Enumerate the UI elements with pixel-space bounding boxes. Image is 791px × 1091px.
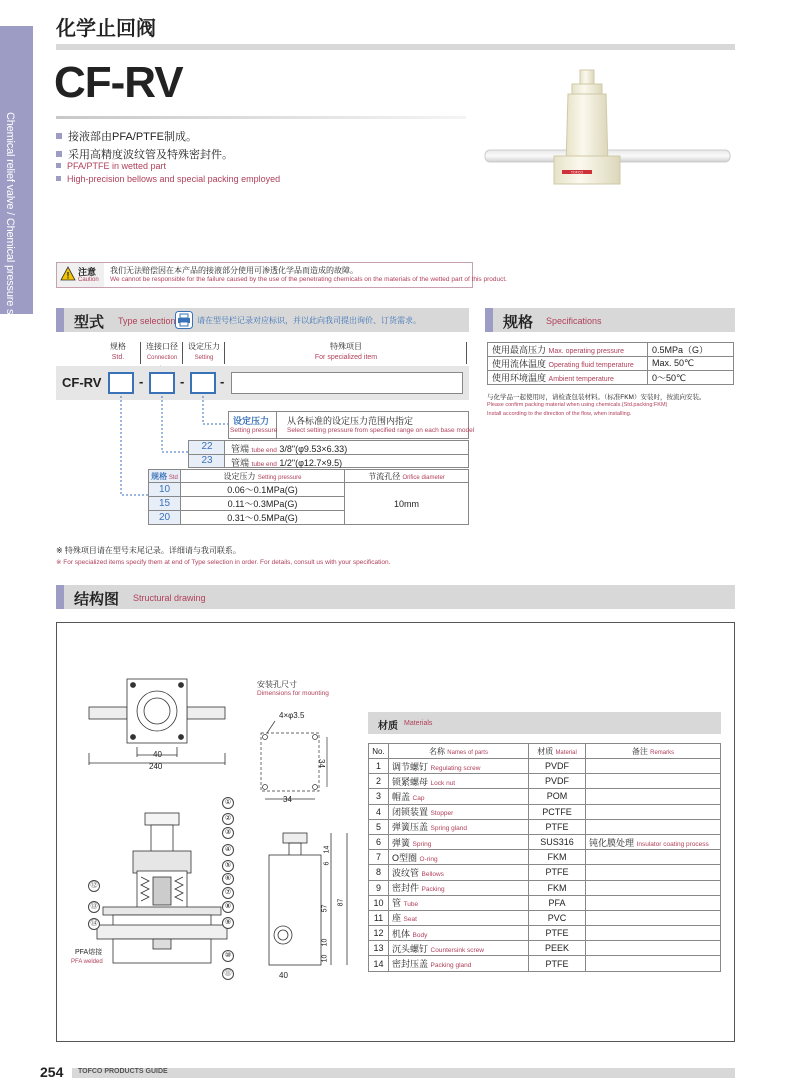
material-remark — [586, 774, 721, 789]
feature-2: 采用高精度波纹管及特殊密封件。 — [56, 146, 233, 162]
setting-pressure-title: 设定压力 — [233, 416, 270, 426]
material-remark — [586, 941, 721, 956]
callout-13: ⑬ — [88, 901, 100, 913]
structural-title: 结构图 — [74, 591, 120, 608]
material-remark — [586, 819, 721, 834]
product-image — [480, 60, 735, 195]
material-row — [369, 774, 721, 789]
specifications-table — [487, 342, 734, 385]
pressure-col-header: 设定压力 Setting pressure — [181, 470, 345, 483]
caution-tag — [57, 263, 104, 287]
model-prefix: CF-RV — [62, 375, 102, 390]
material-no: 10 — [369, 895, 389, 910]
material-remark — [586, 895, 721, 910]
material-no: 7 — [369, 850, 389, 865]
orifice-col-header: 节流孔径 Orifice diameter — [345, 470, 469, 483]
conn-code-23: 23 — [201, 455, 213, 466]
footer-bar — [72, 1068, 735, 1078]
mount-hole-spec: 4×φ3.5 — [279, 711, 305, 720]
std-10: 10 — [149, 483, 181, 497]
material-value: PCTFE — [529, 804, 586, 819]
material-no: 13 — [369, 941, 389, 956]
material-row — [369, 834, 721, 849]
orifice-value: 10mm — [345, 483, 469, 525]
dim-10b: 10 — [321, 954, 329, 963]
material-no: 4 — [369, 804, 389, 819]
model-underline — [56, 116, 466, 119]
callout-12: ⑫ — [88, 880, 100, 892]
structural-title-en: Structural drawing — [133, 593, 206, 603]
printer-icon — [175, 311, 193, 329]
material-value: FKM — [529, 880, 586, 895]
std-15-pressure: 0.11～0.3MPa(G) — [181, 497, 345, 511]
spec-row: 使用最高压力 Max. operating pressure 0.5MPa（G） — [488, 343, 734, 357]
material-part: 波纹管 Bellows — [389, 865, 529, 880]
callout-5: ⑤ — [222, 860, 234, 872]
dim-57: 57 — [321, 904, 329, 913]
dash-3: - — [220, 374, 225, 389]
callout-7: ⑦ — [222, 887, 234, 899]
product-label: TOFCO — [570, 170, 584, 175]
model-title: CF-RV — [54, 58, 183, 107]
material-part: O型圈 O-ring — [389, 850, 529, 865]
std-15: 15 — [149, 497, 181, 511]
material-row — [369, 895, 721, 910]
specifications-header — [485, 308, 735, 332]
std-header: 规格 Std. — [110, 342, 126, 361]
material-no: 6 — [369, 834, 389, 849]
material-part: 弹簧 Spring — [389, 834, 529, 849]
material-row — [369, 865, 721, 880]
material-no: 9 — [369, 880, 389, 895]
material-no: 11 — [369, 910, 389, 925]
material-remark — [586, 880, 721, 895]
callout-1: ① — [222, 797, 234, 809]
setting-pressure-box — [228, 411, 475, 439]
callout-9: ⑨ — [222, 917, 234, 929]
specifications-title-en: Specifications — [546, 316, 602, 326]
materials-title: 材质 — [378, 721, 398, 732]
dim-240: 240 — [149, 762, 163, 771]
material-remark: 钝化膜处理 Insulator coating process — [586, 834, 721, 849]
material-row — [369, 789, 721, 804]
caution-box — [56, 262, 507, 288]
material-part: 调节螺钉 Regulating screw — [389, 759, 529, 774]
material-part: 机体 Body — [389, 926, 529, 941]
feature-4: High-precision bellows and special packing employed — [56, 174, 280, 184]
material-value: PEEK — [529, 941, 586, 956]
type-selection-hint: 请在型号栏记录对应标识，并以此向我司提出询价、订货需求。 — [197, 316, 421, 325]
conn-code-box — [149, 372, 175, 394]
special-code-box — [231, 372, 463, 394]
material-value: SUS316 — [529, 834, 586, 849]
page-number: 254 — [40, 1064, 64, 1080]
material-remark — [586, 956, 721, 971]
material-no: 12 — [369, 926, 389, 941]
dim-6: 6 — [323, 861, 331, 866]
setting-pressure-title-en: Setting pressure — [230, 427, 278, 434]
material-part: 帽盖 Cap — [389, 789, 529, 804]
side-tab-text: Chemical relief valve / Chemical pressure switch — [4, 112, 16, 339]
dash-2: - — [180, 374, 185, 389]
pfa-welded-label-en: PFA welded — [71, 959, 103, 965]
spec-note: 与化学品一起使用时，请检查包装材料。（标准FKM）安装时，按流向安装。 — [487, 394, 706, 401]
callout-2: ② — [222, 813, 234, 825]
material-no: 14 — [369, 956, 389, 971]
materials-header — [368, 712, 721, 734]
materials-title-en: Materials — [404, 720, 433, 727]
conn-row-23: 管端 tube end 1/2"(φ12.7×9.5) — [231, 458, 343, 468]
caution-text: 我们无法赔偿因在本产品的接液部分使用可渗透化学品而造成的故障。 — [110, 266, 358, 275]
material-row — [369, 850, 721, 865]
std-col-header: 规格 Std — [149, 470, 181, 483]
dim-40-top: 40 — [153, 750, 162, 759]
dim-10a: 10 — [321, 938, 329, 947]
material-remark — [586, 910, 721, 925]
special-header: 特殊项目 For specialized item — [314, 342, 378, 361]
spec-row: 使用环境温度 Ambient temperature 0～50℃ — [488, 371, 734, 385]
mount-title-en: Dimensions for mounting — [257, 690, 329, 697]
callout-10: ⑩ — [222, 950, 234, 962]
specifications-title: 规格 — [503, 314, 534, 331]
type-selection-column-header — [56, 342, 469, 364]
material-remark — [586, 865, 721, 880]
material-part: 密封件 Packing — [389, 880, 529, 895]
callout-8: ⑧ — [222, 901, 234, 913]
special-note-en: ※ For specialized items specify them at end of Type selection in order. For details, consult us with your specification. — [56, 559, 391, 566]
callout-14: ⑭ — [88, 918, 100, 930]
material-value: PVDF — [529, 774, 586, 789]
material-row — [369, 804, 721, 819]
dim-14: 14 — [323, 845, 331, 854]
material-remark — [586, 789, 721, 804]
material-row — [369, 759, 721, 774]
top-view-drawing — [81, 675, 241, 775]
mat-head-remarks: 备注 Remarks — [586, 744, 721, 759]
material-row — [369, 880, 721, 895]
spec-note-en2: Install according to the direction of the flow, when installing. — [487, 411, 632, 417]
material-value: PVDF — [529, 759, 586, 774]
material-row — [369, 819, 721, 834]
caution-label-en: Caution — [78, 277, 99, 283]
materials-table — [368, 743, 721, 972]
mat-head-name: 名称 Names of parts — [389, 744, 529, 759]
spec-row: 使用流体温度 Operating fluid temperature Max. 50℃ — [488, 357, 734, 371]
material-row — [369, 941, 721, 956]
conn-code-22: 22 — [201, 441, 213, 452]
material-remark — [586, 926, 721, 941]
callout-3: ③ — [222, 827, 234, 839]
material-value: PTFE — [529, 956, 586, 971]
feature-3: PFA/PTFE in wetted part — [56, 161, 166, 171]
std-10-pressure: 0.06～0.1MPa(G) — [181, 483, 345, 497]
connection-table — [188, 440, 469, 468]
dash-1: - — [139, 374, 144, 389]
special-note: ※ 特殊项目请在型号末尾记录。详细请与我司联系。 — [56, 546, 241, 555]
setting-pressure-desc: 从各标准的设定压力范围内指定 — [287, 416, 414, 426]
footer-guide: TOFCO PRODUCTS GUIDE — [78, 1068, 168, 1075]
material-value: PVC — [529, 910, 586, 925]
material-remark — [586, 804, 721, 819]
mount-title: 安装孔尺寸 — [257, 680, 297, 689]
mat-head-material: 材质 Material — [529, 744, 586, 759]
dim-34-horizontal: 34 — [283, 795, 292, 804]
material-value: PFA — [529, 895, 586, 910]
material-part: 锁紧螺母 Lock nut — [389, 774, 529, 789]
material-no: 3 — [369, 789, 389, 804]
category-title: 化学止回阀 — [56, 18, 156, 40]
mat-head-no: No. — [369, 744, 389, 759]
material-row — [369, 956, 721, 971]
material-part: 闭锁装置 Stopper — [389, 804, 529, 819]
type-selection-title: 型式 — [74, 314, 105, 331]
dim-87: 87 — [337, 898, 345, 907]
material-part: 管 Tube — [389, 895, 529, 910]
material-value: FKM — [529, 850, 586, 865]
material-part: 座 Seat — [389, 910, 529, 925]
pfa-welded-label: PFA熔接 — [75, 949, 103, 956]
dim-40-side: 40 — [279, 971, 288, 980]
caution-label: 注意 — [78, 267, 97, 277]
material-part: 密封压盖 Packing gland — [389, 956, 529, 971]
callout-4: ④ — [222, 844, 234, 856]
caution-text-en: We cannot be responsible for the failure caused by the use of the penetrating chemicals on the materials of the wetted part of this product. — [110, 276, 507, 283]
material-part: 弹簧压盖 Spring gland — [389, 819, 529, 834]
conn-row-22: 管端 tube end 3/8"(φ9.53×6.33) — [231, 444, 348, 454]
std-20-pressure: 0.31～0.5MPa(G) — [181, 511, 345, 525]
feature-1: 接液部由PFA/PTFE制成。 — [56, 128, 197, 144]
conn-header: 连接口径 Connection — [146, 342, 178, 361]
material-value: PTFE — [529, 865, 586, 880]
material-no: 5 — [369, 819, 389, 834]
material-value: POM — [529, 789, 586, 804]
material-value: PTFE — [529, 926, 586, 941]
material-row — [369, 910, 721, 925]
svg-text:!: ! — [66, 270, 70, 281]
material-part: 沉头螺钉 Countersink screw — [389, 941, 529, 956]
material-remark — [586, 850, 721, 865]
type-selection-title-en: Type selection — [118, 316, 176, 326]
set-header: 设定压力 Setting — [188, 342, 220, 361]
warning-icon — [60, 266, 76, 281]
setting-pressure-desc-en: Select setting pressure from specified range on each base model — [287, 427, 475, 434]
std-20: 20 — [149, 511, 181, 525]
structural-drawing-box — [56, 622, 735, 1042]
callout-6: ⑥ — [222, 873, 234, 885]
callout-11: ⑪ — [222, 968, 234, 980]
material-value: PTFE — [529, 819, 586, 834]
material-no: 8 — [369, 865, 389, 880]
material-row — [369, 926, 721, 941]
std-table — [148, 469, 469, 525]
dim-34-vertical: 34 — [316, 759, 326, 768]
header-divider — [56, 44, 735, 50]
std-code-box — [108, 372, 134, 394]
spec-note-en1: Please confirm packing material when using chemicals.(Std.packing:FKM) — [487, 402, 668, 408]
material-remark — [586, 759, 721, 774]
material-no: 2 — [369, 774, 389, 789]
structural-header — [56, 585, 735, 609]
set-code-box — [190, 372, 216, 394]
material-no: 1 — [369, 759, 389, 774]
